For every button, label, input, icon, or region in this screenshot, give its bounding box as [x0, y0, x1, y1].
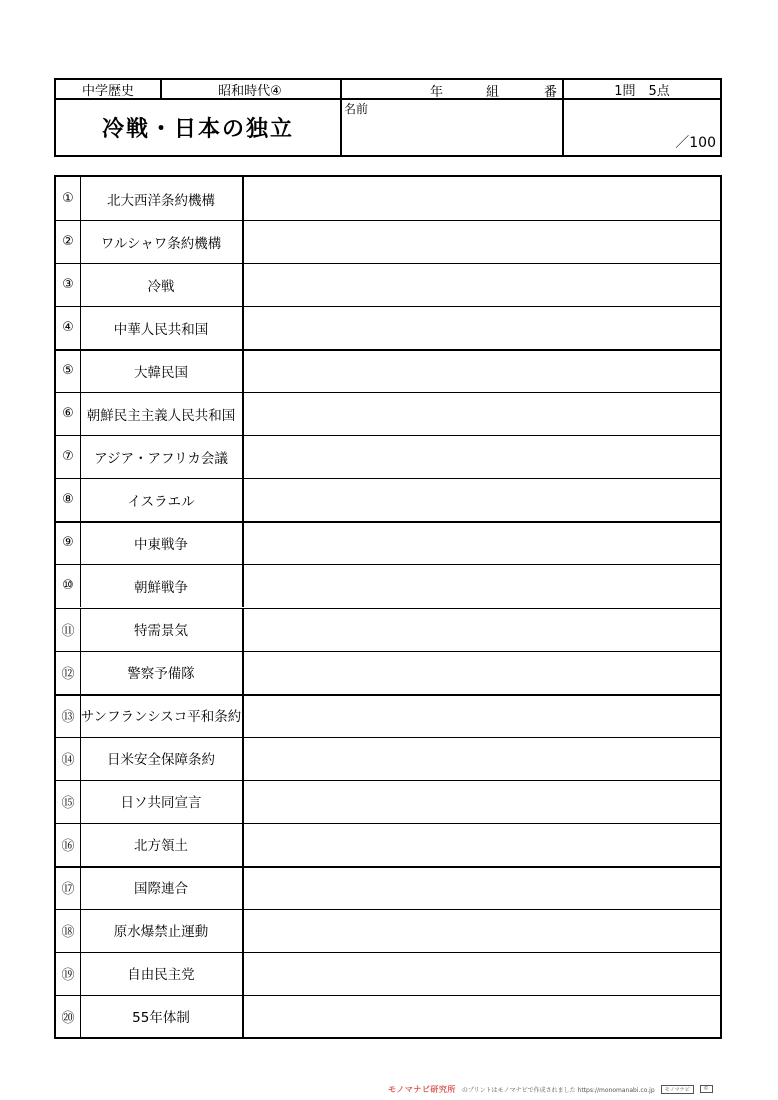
header-vline [340, 80, 342, 155]
answer-field[interactable] [242, 478, 720, 521]
term-label: 55年体制 [80, 995, 244, 1038]
term-label: 自由民主党 [80, 952, 244, 995]
row-divider [56, 521, 720, 523]
row-divider [56, 564, 720, 565]
table-row [56, 306, 720, 349]
row-divider [56, 952, 720, 953]
points-label: 1問 5点 [614, 84, 670, 99]
answer-field[interactable] [242, 995, 720, 1038]
table-row [56, 521, 720, 564]
row-divider [56, 995, 720, 996]
row-number: ④ [56, 306, 81, 349]
answer-table [54, 175, 722, 1039]
unit-label: 昭和時代④ [218, 84, 282, 99]
table-row [56, 651, 720, 694]
row-number: ⑧ [56, 478, 81, 521]
term-label: 原水爆禁止運動 [80, 909, 244, 952]
row-number: ⑯ [56, 823, 81, 866]
answer-field[interactable] [242, 952, 720, 995]
header-divider [56, 98, 720, 100]
answer-field[interactable] [242, 521, 720, 564]
footer-box: モノマナビ [661, 1085, 694, 1094]
row-number: ⑪ [56, 608, 81, 651]
row-number: ⑱ [56, 909, 81, 952]
row-number: ⑦ [56, 435, 81, 478]
class-info-cell [342, 80, 562, 99]
row-divider [56, 651, 720, 652]
footer-note: のプリントはモノマナビで作成されました https://monomanabi.co.jp [461, 1086, 655, 1094]
page-title: 冷戦・日本の独立 [101, 117, 294, 142]
class-label: 組 [486, 85, 500, 100]
term-label: 国際連合 [80, 866, 244, 909]
table-row [56, 909, 720, 952]
answer-field[interactable] [242, 651, 720, 694]
table-row [56, 780, 720, 823]
row-number: ① [56, 177, 81, 220]
term-label: 日ソ共同宣言 [80, 780, 244, 823]
table-row [56, 349, 720, 392]
term-label: 警察予備隊 [80, 651, 244, 694]
answer-field[interactable] [242, 909, 720, 952]
term-label: アジア・アフリカ会議 [80, 435, 244, 478]
term-label: 特需景気 [80, 608, 244, 651]
header-vline [562, 80, 564, 155]
table-row [56, 694, 720, 737]
row-number: ⑳ [56, 995, 81, 1038]
row-number: ⑥ [56, 392, 81, 435]
answer-field[interactable] [242, 306, 720, 349]
row-divider [56, 263, 720, 264]
year-label: 年 [430, 85, 444, 100]
table-row [56, 263, 720, 306]
row-number: ⑮ [56, 780, 81, 823]
table-row [56, 220, 720, 263]
row-number: ⑭ [56, 737, 81, 780]
term-label: ワルシャワ条約機構 [80, 220, 244, 263]
number-label: 番 [544, 85, 558, 100]
term-label: 北方領土 [80, 823, 244, 866]
term-label: 日米安全保障条約 [80, 737, 244, 780]
table-row [56, 995, 720, 1038]
table-row [56, 564, 720, 607]
footer-box: © [700, 1085, 713, 1093]
row-number: ⑰ [56, 866, 81, 909]
unit-cell [160, 80, 340, 99]
row-divider [56, 306, 720, 307]
name-label: 名前 [344, 102, 369, 116]
term-label: 大韓民国 [80, 349, 244, 392]
table-row [56, 823, 720, 866]
title-cell [56, 100, 340, 155]
table-row [56, 608, 720, 651]
term-label: 北大西洋条約機構 [80, 177, 244, 220]
row-number: ⑤ [56, 349, 81, 392]
table-row [56, 952, 720, 995]
answer-field[interactable] [242, 823, 720, 866]
row-divider [56, 392, 720, 393]
row-number: ⑬ [56, 694, 81, 737]
row-divider [56, 435, 720, 436]
row-divider [56, 608, 720, 609]
row-number: ⑨ [56, 521, 81, 564]
row-divider [56, 349, 720, 351]
answer-field[interactable] [242, 737, 720, 780]
answer-field[interactable] [242, 177, 720, 220]
term-label: 中東戦争 [80, 521, 244, 564]
name-field[interactable] [342, 100, 562, 155]
row-divider [56, 909, 720, 910]
row-divider [56, 866, 720, 868]
answer-field[interactable] [242, 392, 720, 435]
points-cell [564, 80, 720, 99]
row-divider [56, 823, 720, 824]
answer-field[interactable] [242, 263, 720, 306]
table-row [56, 478, 720, 521]
answer-field[interactable] [242, 564, 720, 607]
row-number: ⑲ [56, 952, 81, 995]
row-divider [56, 694, 720, 696]
table-row [56, 435, 720, 478]
table-row [56, 737, 720, 780]
row-divider [56, 780, 720, 781]
answer-field[interactable] [242, 780, 720, 823]
term-label: サンフランシスコ平和条約 [80, 694, 244, 737]
row-divider [56, 737, 720, 738]
row-divider [56, 220, 720, 221]
score-field[interactable] [564, 100, 720, 155]
answer-field[interactable] [242, 694, 720, 737]
term-label: 朝鮮戦争 [80, 564, 244, 607]
footer-brand: モノマナビ研究所 [388, 1084, 456, 1094]
row-number: ⑩ [56, 564, 81, 607]
table-row [56, 177, 720, 220]
table-row [56, 866, 720, 909]
header-vline [160, 80, 162, 99]
row-divider [56, 478, 720, 479]
score-label: ／100 [675, 135, 716, 151]
row-number: ③ [56, 263, 81, 306]
subject-label: 中学歴史 [81, 84, 134, 99]
answer-field[interactable] [242, 608, 720, 651]
footer [388, 1082, 713, 1096]
answer-field[interactable] [242, 866, 720, 909]
answer-field[interactable] [242, 220, 720, 263]
answer-field[interactable] [242, 349, 720, 392]
term-label: イスラエル [80, 478, 244, 521]
subject-cell [56, 80, 160, 99]
term-label: 冷戦 [80, 263, 244, 306]
term-label: 中華人民共和国 [80, 306, 244, 349]
term-label: 朝鮮民主主義人民共和国 [80, 392, 244, 435]
row-number: ⑫ [56, 651, 81, 694]
row-number: ② [56, 220, 81, 263]
worksheet-header [54, 78, 722, 157]
answer-field[interactable] [242, 435, 720, 478]
table-row [56, 392, 720, 435]
